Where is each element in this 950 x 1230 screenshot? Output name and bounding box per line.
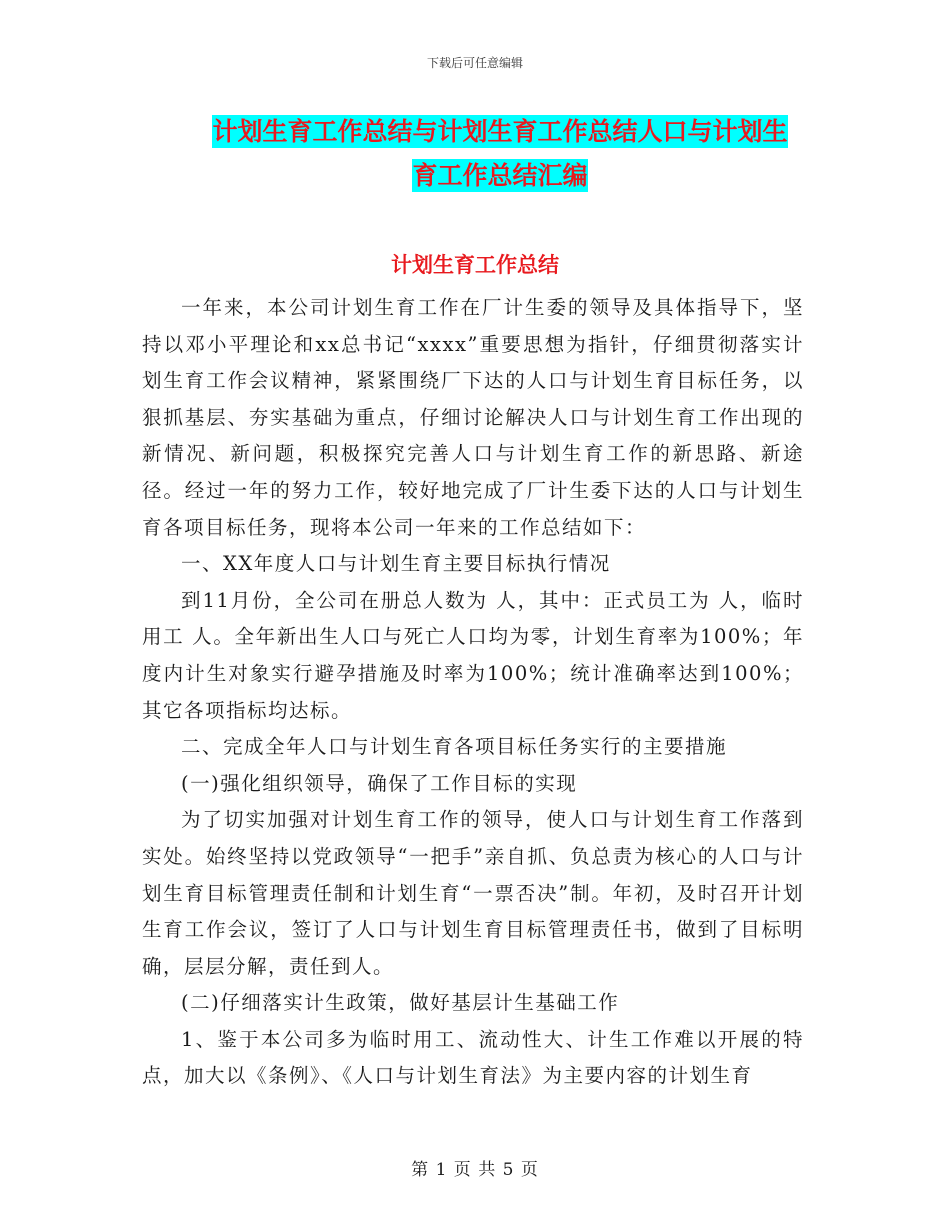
paragraph: (一)强化组织领导，确保了工作目标的实现: [181, 771, 578, 795]
paragraph: 二、完成全年人口与计划生育各项目标任务实行的主要措施: [181, 735, 728, 759]
section-title: 计划生育工作总结: [391, 253, 559, 277]
paragraph: 一、XX年度人口与计划生育主要目标执行情况: [181, 552, 611, 576]
paragraph: (二)仔细落实计生政策，做好基层计生基础工作: [181, 991, 620, 1015]
document-title-line-1: [140, 112, 860, 148]
paragraph: 1、鉴于本公司多为临时用工、流动性大、计生工作难以开展的特点，加大以《条例》、《人口与计划生育法》为主要内容的计划生育: [142, 1027, 804, 1088]
page-footer: 第 1 页 共 5 页: [411, 1160, 539, 1180]
header-note: 下载后可任意编辑: [426, 56, 523, 70]
paragraph: 为了切实加强对计划生育工作的领导，使人口与计划生育工作落到实处。始终坚持以党政领导“一把手”亲自抓、负总责为核心的人口与计划生育目标管理责任制和计划生育“一票否决”制。年初，及时召开计划生育工作会议，签订了人口与计划生育目标管理责任书，做到了目标明确，层层分解，责任到人。: [142, 808, 804, 978]
paragraph: 到11月份，全公司在册总人数为 人，其中：正式员工为 人，临时用工 人。全年新出生人口与死亡人口均为零，计划生育率为100%；年度内计生对象实行避孕措施及时率为100%；统计准确率达到100%；其它各项指标均达标。: [142, 588, 804, 722]
title-highlight-2: 育工作总结汇编: [412, 161, 588, 190]
document-title-line-2: [140, 156, 860, 192]
paragraph: 一年来，本公司计划生育工作在厂计生委的领导及具体指导下，坚持以邓小平理论和xx总书记“xxxx”重要思想为指针，仔细贯彻落实计划生育工作会议精神，紧紧围绕厂下达的人口与计划生育目标任务，以狠抓基层、夯实基础为重点，仔细讨论解决人口与计划生育工作出现的新情况、新问题，积极探究完善人口与计划生育工作的新思路、新途径。经过一年的努力工作，较好地完成了厂计生委下达的人口与计划生育各项目标任务，现将本公司一年来的工作总结如下：: [142, 296, 804, 539]
title-highlight-1: 计划生育工作总结与计划生育工作总结人口与计划生: [212, 117, 788, 146]
body-text: [142, 290, 804, 1095]
